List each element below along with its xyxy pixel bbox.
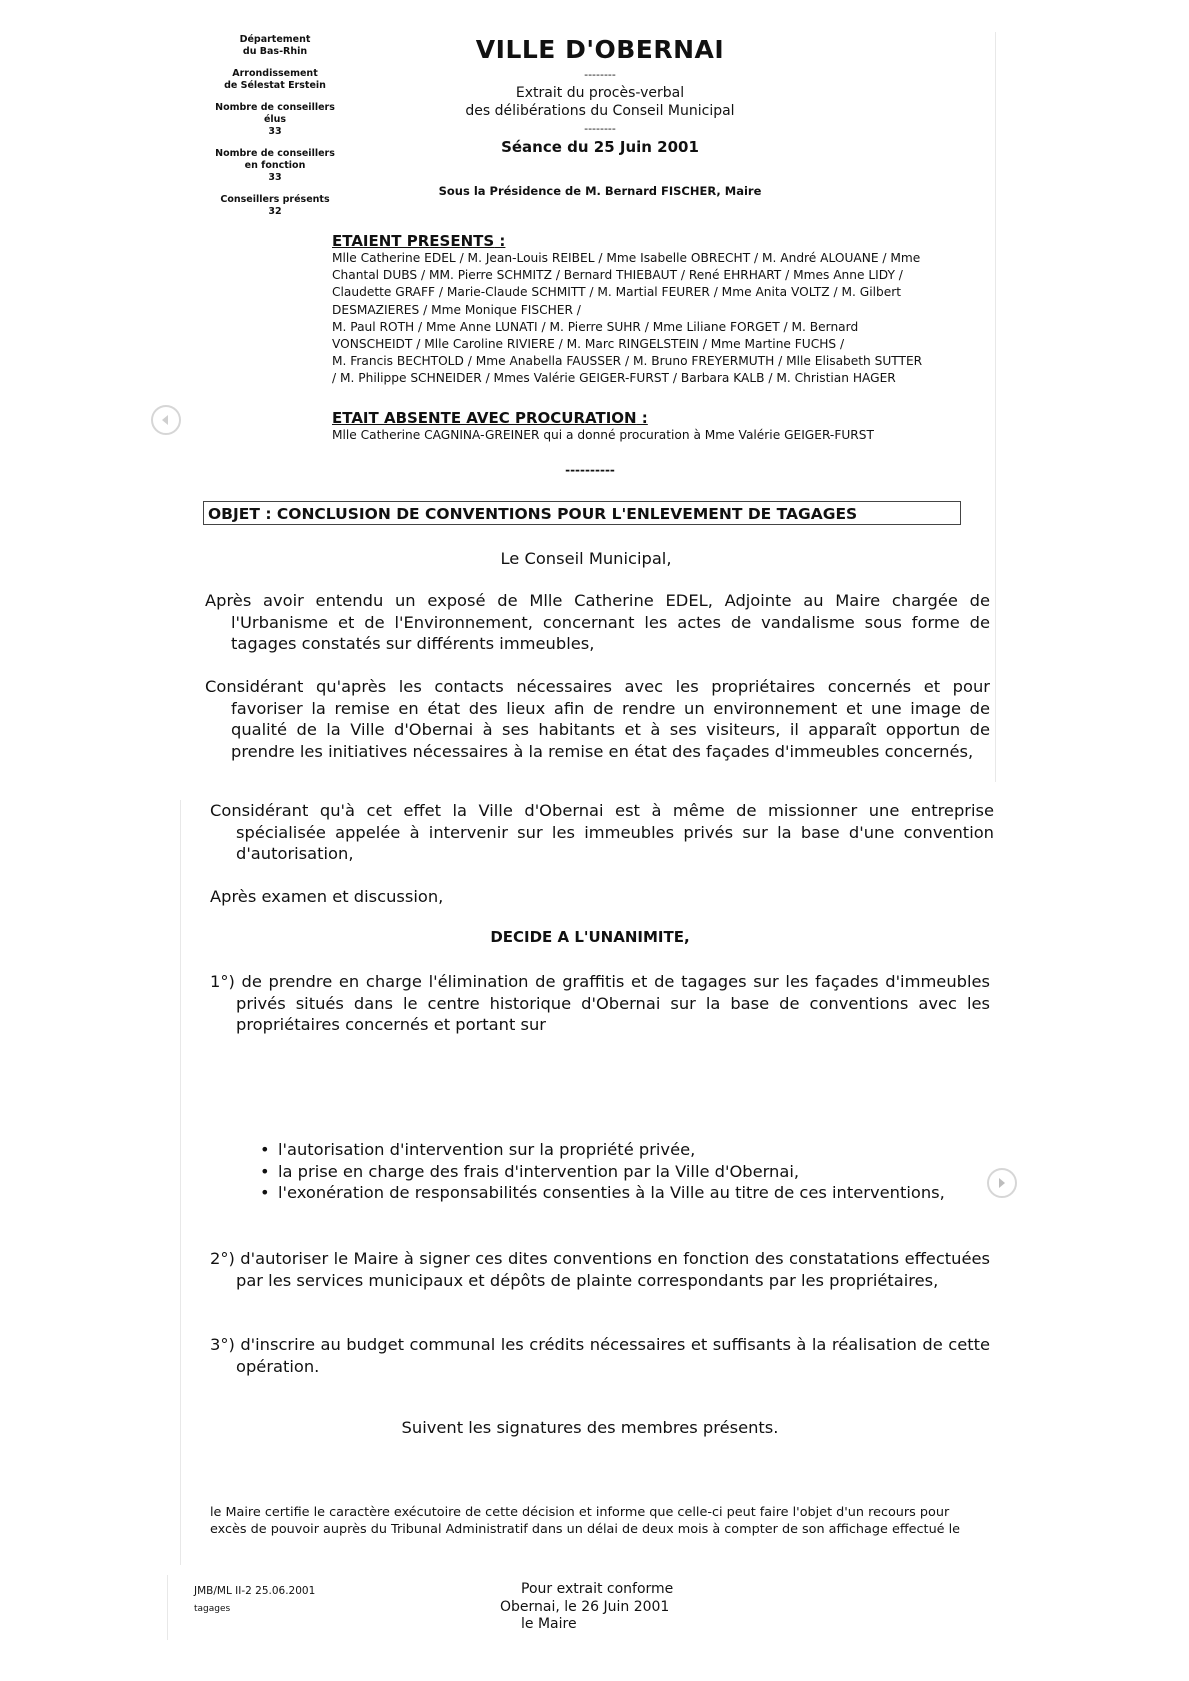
meta-line: de Sélestat Erstein (224, 80, 326, 91)
prev-arrow-icon (153, 407, 179, 433)
reference-subject: tagages (194, 1604, 231, 1614)
presents-line: VONSCHEIDT / Mlle Caroline RIVIERE / M. Marc RINGELSTEIN / Mme Martine FUCHS / (332, 337, 845, 352)
bullet-text: la prise en charge des frais d'intervention par la Ville d'Obernai, (278, 1161, 800, 1181)
paragraph-expose: Après avoir entendu un exposé de Mlle Catherine EDEL, Adjointe au Maire chargée de l'Urbanisme et de l'Environnement, concernant les actes de vandalisme sous forme de tagages constatés sur différents immeubles, (205, 591, 990, 653)
meta-line: Nombre de conseillers (215, 102, 335, 113)
objet-box: OBJET : CONCLUSION DE CONVENTIONS POUR L'ENLEVEMENT DE TAGAGES (203, 501, 961, 525)
presents-line: M. Francis BECHTOLD / Mme Anabella FAUSSER / M. Bruno FREYERMUTH / Mlle Elisabeth SUTTER (332, 354, 923, 369)
bullet-list (258, 1139, 964, 1204)
left-meta (200, 34, 350, 228)
presents-line: Mlle Catherine EDEL / M. Jean-Louis REIBEL / Mme Isabelle OBRECHT / M. André ALOUANE / Mme (332, 251, 921, 265)
meta-line: Arrondissement (232, 68, 318, 79)
separator: -------- (584, 122, 616, 135)
next-page-button[interactable] (987, 1168, 1017, 1198)
presents-line: Claudette GRAFF / Marie-Claude SCHMITT / M. Martial FEURER / Mme Anita VOLTZ / M. Gilbert (332, 285, 901, 300)
prev-page-button[interactable] (151, 405, 181, 435)
page-edge-left-bottom (167, 1575, 168, 1640)
certification-note: le Maire certifie le caractère exécutoire de cette décision et informe que celle-ci peut faire l'objet d'un recours pour excès de pouvoir auprès du Tribunal Administratif dans un délai de deux mois à compter de son affichage effectué le (210, 1505, 961, 1537)
absente-heading (332, 409, 964, 427)
absente-line: Mlle Catherine CAGNINA-GREINER qui a donné procuration à Mme Valérie GEIGER-FURST (332, 428, 874, 442)
bullet-dot: • (260, 1183, 270, 1202)
meta-line: élus (263, 114, 287, 125)
presents-section (332, 232, 964, 388)
extrait-line-2: des délibérations du Conseil Municipal (465, 103, 735, 119)
conseil-municipal: Le Conseil Municipal, (500, 549, 672, 568)
decision-2: 2°) d'autoriser le Maire à signer ces dites conventions en fonction des constatations effectuées par les services municipaux et dépôts de plainte correspondants par les propriétaires, (210, 1249, 990, 1290)
presents-line: DESMAZIERES / Mme Monique FISCHER / (332, 302, 581, 317)
meta-line: 32 (268, 206, 282, 217)
bullet-text: l'autorisation d'intervention sur la propriété privée, (278, 1140, 696, 1159)
reference-code: JMB/ML II-2 25.06.2001 (194, 1585, 316, 1597)
bullet-item (258, 1139, 964, 1161)
paragraph-considerant-1: Considérant qu'après les contacts nécessaires avec les propriétaires concernés et pour favoriser la remise en état des lieux afin de rendre un environnement et une image de qualité de la Ville d'Obernai à ses habitants et à ses visiteurs, il apparaît opportun de prendre les initiatives nécessaires à la remise en état des façades d'immeubles concernés, (205, 677, 990, 761)
presidence: Sous la Présidence de M. Bernard FISCHER, Maire (438, 184, 762, 198)
extrait-conforme-line: Obernai, le 26 Juin 2001 (500, 1598, 670, 1615)
presents-line: M. Paul ROTH / Mme Anne LUNATI / M. Pierre SUHR / Mme Liliane FORGET / M. Bernard (332, 319, 859, 334)
meta-en-fonction (200, 148, 350, 184)
absente-heading-text: ETAIT ABSENTE AVEC PROCURATION (332, 409, 637, 427)
meta-elus (200, 102, 350, 138)
separator: -------- (584, 68, 616, 81)
bullet-dot: • (260, 1140, 270, 1159)
meta-presents (200, 194, 350, 218)
bullet-dot: • (260, 1161, 270, 1181)
extrait-line-1: Extrait du procès-verbal (515, 85, 685, 101)
page-edge-right (995, 32, 996, 782)
paragraph-examen: Après examen et discussion, (210, 887, 444, 906)
decision-3: 3°) d'inscrire au budget communal les crédits nécessaires et suffisants à la réalisation de cette opération. (210, 1335, 990, 1376)
bullet-item (258, 1161, 964, 1183)
meta-arrondissement (200, 68, 350, 92)
meta-line: 33 (268, 126, 282, 137)
extrait-conforme-line: Pour extrait conforme (521, 1581, 674, 1597)
absente-heading-colon: : (636, 409, 648, 427)
meta-line: en fonction (244, 160, 306, 171)
presents-heading (332, 232, 964, 250)
separator: ---------- (565, 463, 615, 477)
page-title: VILLE D'OBERNAI (475, 35, 725, 64)
presents-line: / M. Philippe SCHNEIDER / Mmes Valérie GEIGER-FURST / Barbara KALB / M. Christian HAGER (332, 371, 896, 386)
extrait-conforme (488, 1581, 688, 1634)
meta-line: Nombre de conseillers (215, 148, 335, 159)
meta-line: Conseillers présents (220, 194, 330, 205)
meta-line: Département (239, 34, 311, 45)
signatures-note: Suivent les signatures des membres présents. (401, 1418, 779, 1437)
bullet-item (258, 1182, 964, 1204)
decision-heading: DECIDE A L'UNANIMITE, (490, 928, 690, 946)
decision-1: 1°) de prendre en charge l'élimination de graffitis et de tagages sur les façades d'immeubles privés situés dans le centre historique d'Obernai sur la base de conventions avec les propriétaires concernés et portant sur (210, 972, 990, 1034)
meta-departement (200, 34, 350, 58)
presents-line: Chantal DUBS / MM. Pierre SCHMITZ / Bernard THIEBAUT / René EHRHART / Mmes Anne LIDY / (332, 268, 903, 283)
extrait-conforme-line: le Maire (521, 1616, 577, 1632)
meta-line: 33 (268, 172, 282, 183)
presents-heading-text: ETAIENT PRESENTS (332, 232, 495, 250)
page-edge-left (180, 800, 181, 1565)
paragraph-considerant-2: Considérant qu'à cet effet la Ville d'Obernai est à même de missionner une entreprise spécialisée appelée à intervenir sur les immeubles privés sur la base d'une convention d'autorisation, (210, 801, 994, 863)
presents-heading-colon: : (494, 232, 506, 250)
bullet-text: l'exonération de responsabilités consenties à la Ville au titre de ces interventions, (278, 1183, 945, 1202)
absente-section (332, 409, 964, 444)
seance-date: Séance du 25 Juin 2001 (501, 138, 699, 156)
next-arrow-icon (989, 1170, 1015, 1196)
meta-line: du Bas-Rhin (242, 46, 308, 57)
